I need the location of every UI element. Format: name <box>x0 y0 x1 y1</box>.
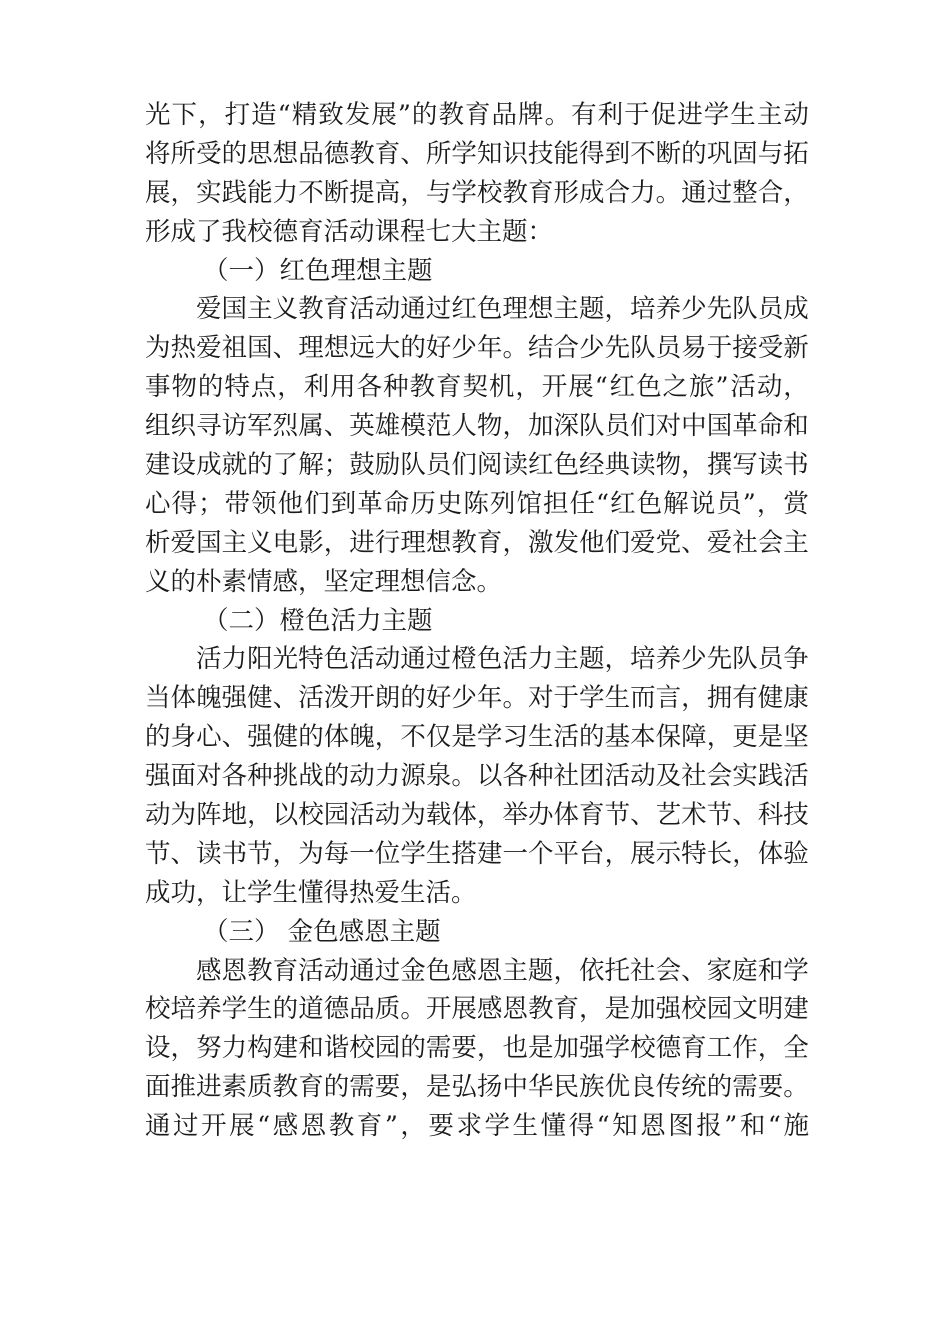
text-line: 通 过 开 展 “ 感 恩 教 育 ” ， 要 求 学 生 懂 得 “ 知 恩 图 报 ” 和 “ 施 <box>145 1111 809 1142</box>
text-line: 设 ， 努 力 构 建 和 谐 校 园 的 需 要 ， 也 是 加 强 学 校 德 育 工 作 ， 全 <box>145 1033 809 1064</box>
text-line: 义的朴素情感，坚定理想信念。 <box>145 566 503 597</box>
text-line: 为 热 爱 祖 国 、 理 想 远 大 的 好 少 年 。 结 合 少 先 队 员 易 于 接 受 新 <box>145 333 809 364</box>
section-heading-orange: （二）橙色活力主题 <box>203 605 433 636</box>
text-line: 事 物 的 特 点 ， 利 用 各 种 教 育 契 机 ， 开 展 “ 红 色 之 旅 ” 活 动 ， <box>145 372 809 403</box>
text-line: 组 织 寻 访 军 烈 属 、 英 雄 模 范 人 物 ， 加 深 队 员 们 对 中 国 革 命 和 <box>145 411 809 442</box>
text-line: 强 面 对 各 种 挑 战 的 动 力 源 泉 。 以 各 种 社 团 活 动 及 社 会 实 践 活 <box>145 761 809 792</box>
text-line: 动 为 阵 地 ， 以 校 园 活 动 为 载 体 ， 举 办 体 育 节 、 艺 术 节 、 科 技 <box>145 800 809 831</box>
text-line: 当 体 魄 强 健 、 活 泼 开 朗 的 好 少 年 。 对 于 学 生 而 言 ， 拥 有 健 康 <box>145 683 809 714</box>
text-line: 建 设 成 就 的 了 解 ； 鼓 励 队 员 们 阅 读 红 色 经 典 读 物 ， 撰 写 读 书 <box>145 450 809 481</box>
text-line: 节 、 读 书 节 ， 为 每 一 位 学 生 搭 建 一 个 平 台 ， 展 示 特 长 ， 体 验 <box>145 838 809 869</box>
text-line: 感 恩 教 育 活 动 通 过 金 色 感 恩 主 题 ， 依 托 社 会 、 家 庭 和 学 <box>196 955 809 986</box>
text-line: 成功，让学生懂得热爱生活。 <box>145 877 477 908</box>
text-line: 心 得 ； 带 领 他 们 到 革 命 历 史 陈 列 馆 担 任 “ 红 色 解 说 员 ” ， 赏 <box>145 488 809 519</box>
text-line: 将 所 受 的 思 想 品 德 教 育 、 所 学 知 识 技 能 得 到 不 断 的 巩 固 与 拓 <box>145 138 809 169</box>
text-line: 的 身 心 、 强 健 的 体 魄 ， 不 仅 是 学 习 生 活 的 基 本 保 障 ， 更 是 坚 <box>145 722 809 753</box>
text-line: 形成了我校德育活动课程七大主题： <box>145 216 554 247</box>
section-heading-gold: （三） 金色感恩主题 <box>203 916 441 947</box>
text-line: 活 力 阳 光 特 色 活 动 通 过 橙 色 活 力 主 题 ， 培 养 少 先 队 员 争 <box>196 644 809 675</box>
text-line: 校 培 养 学 生 的 道 德 品 质 。 开 展 感 恩 教 育 ， 是 加 强 校 园 文 明 建 <box>145 994 809 1025</box>
text-line: 面 推 进 素 质 教 育 的 需 要 ， 是 弘 扬 中 华 民 族 优 良 传 统 的 需 要 。 <box>145 1072 809 1103</box>
text-line: 展 ， 实 践 能 力 不 断 提 高 ， 与 学 校 教 育 形 成 合 力 。 通 过 整 合 ， <box>145 177 809 208</box>
text-line: 析 爱 国 主 义 电 影 ， 进 行 理 想 教 育 ， 激 发 他 们 爱 党 、 爱 社 会 主 <box>145 527 809 558</box>
text-line: 光 下 ， 打 造 “ 精 致 发 展 ” 的 教 育 品 牌 。 有 利 于 促 进 学 生 主 动 <box>145 100 809 130</box>
text-line: 爱 国 主 义 教 育 活 动 通 过 红 色 理 想 主 题 ， 培 养 少 先 队 员 成 <box>196 294 809 325</box>
document-page <box>145 96 809 1146</box>
section-heading-red: （一）红色理想主题 <box>203 255 433 286</box>
